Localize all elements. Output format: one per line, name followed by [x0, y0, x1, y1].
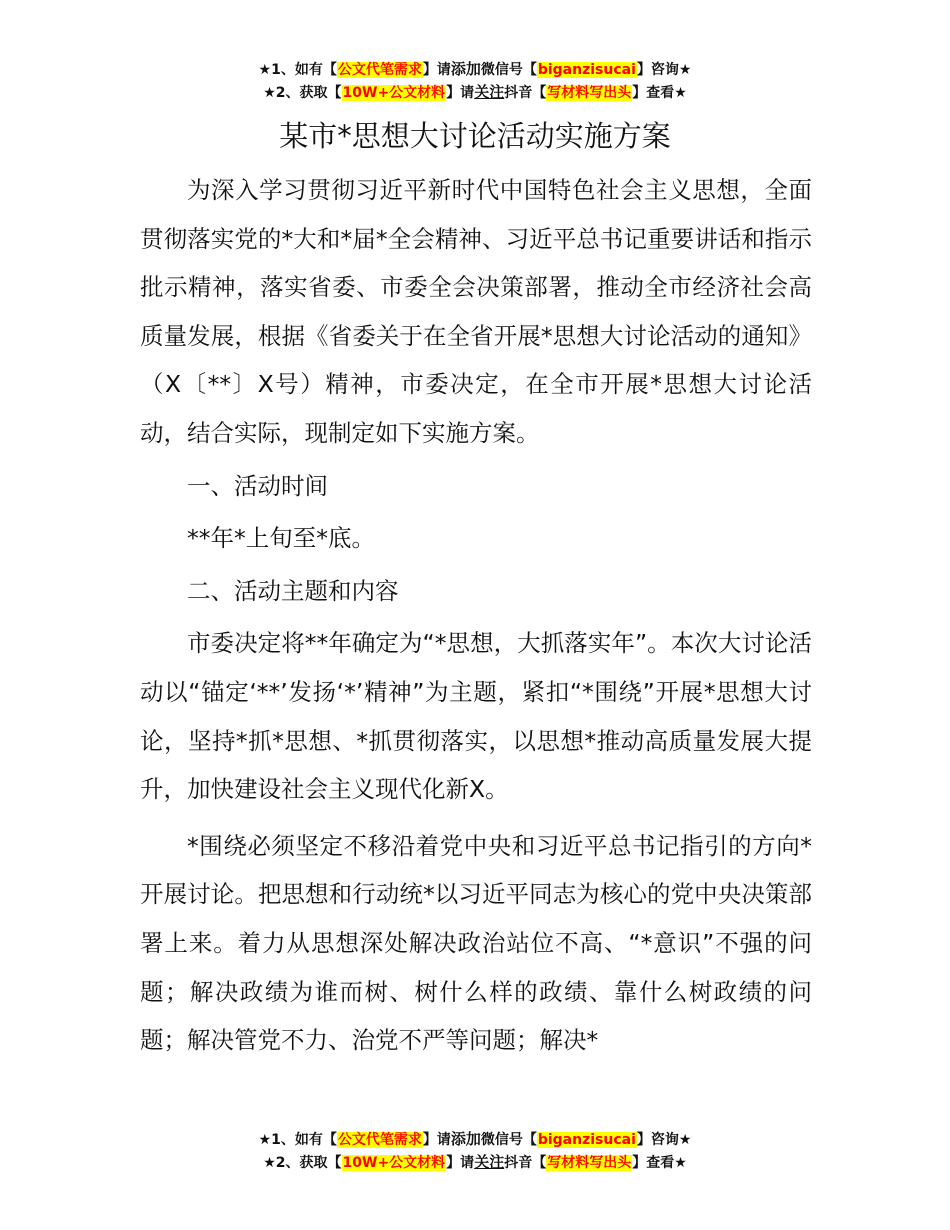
banner-text: 】请	[446, 1155, 475, 1171]
banner-emphasis: 添加	[450, 60, 481, 78]
header-banner	[0, 58, 950, 104]
banner-highlight: biganzisucai	[537, 62, 636, 78]
paragraph-intro: 为深入学习贯彻习近平新时代中国特色社会主义思想，全面贯彻落实党的*大和*届*全会精神、习近平总书记重要讲话和指示批示精神，落实省委、市委全会决策部署，推动全市经济社会高质量发展，根据《省委关于在全省开展*思想大讨论活动的通知》（X〔**〕X号）精神，市委决定，在全市开展*思想大讨论活动，结合实际，现制定如下实施方案。	[140, 176, 812, 447]
document-title: 某市*思想大讨论活动实施方案	[279, 119, 671, 153]
banner-text: 】咨询★	[636, 1132, 692, 1148]
banner-line-2	[0, 1151, 950, 1174]
banner-highlight: 公文代笔需求	[337, 1132, 422, 1148]
banner-highlight: 写材料写出头	[547, 85, 632, 101]
paragraph-time: **年*上旬至*底。	[187, 524, 375, 553]
banner-emphasis: 关注	[474, 83, 505, 101]
banner-text: ★2、获取【	[263, 85, 342, 101]
banner-text: 微信号【	[480, 1132, 537, 1148]
banner-text: 微信号【	[480, 62, 537, 78]
banner-text: 抖音【	[504, 85, 547, 101]
banner-text: 】请	[422, 62, 451, 78]
banner-text: 】查看★	[632, 1155, 687, 1171]
banner-emphasis: 关注	[474, 1153, 505, 1171]
banner-text: ★2、获取【	[263, 1155, 342, 1171]
footer-banner	[0, 1128, 950, 1174]
banner-text: ★1、如有【	[258, 62, 337, 78]
banner-text: 】请	[446, 85, 475, 101]
banner-text: 】查看★	[632, 85, 687, 101]
banner-highlight: biganzisucai	[537, 1132, 636, 1148]
banner-highlight: 写材料写出头	[547, 1155, 632, 1171]
banner-emphasis: 添加	[450, 1130, 481, 1148]
document-body	[140, 166, 812, 1065]
banner-text: ★1、如有【	[258, 1132, 337, 1148]
banner-line-1	[0, 58, 950, 81]
banner-line-1	[0, 1128, 950, 1151]
banner-text: 】请	[422, 1132, 451, 1148]
banner-highlight: 10W+公文材料	[342, 85, 446, 101]
paragraph-focus: *围绕必须坚定不移沿着党中央和习近平总书记指引的方向*开展讨论。把思想和行动统*以习近平同志为核心的党中央决策部署上来。着力从思想深处解决政治站位不高、“*意识”不强的问题；解决政绩为谁而树、树什么样的政绩、靠什么树政绩的问题；解决管党不力、治党不严等问题；解决*	[140, 831, 812, 1055]
banner-highlight: 10W+公文材料	[342, 1155, 446, 1171]
paragraph-theme: 市委决定将**年确定为“*思想，大抓落实年”。本次大讨论活动以“锚定‘**’发扬‘*’精神”为主题，紧扣“*围绕”开展*思想大讨论，坚持*抓*思想、*抓贯彻落实，以思想*推动高质量发展大提升，加快建设社会主义现代化新X。	[140, 629, 812, 804]
banner-text: 】咨询★	[636, 62, 692, 78]
banner-text: 抖音【	[504, 1155, 547, 1171]
section-heading-1: 一、活动时间	[187, 471, 328, 500]
section-heading-2: 二、活动主题和内容	[187, 576, 399, 605]
banner-line-2	[0, 81, 950, 104]
banner-highlight: 公文代笔需求	[337, 62, 422, 78]
